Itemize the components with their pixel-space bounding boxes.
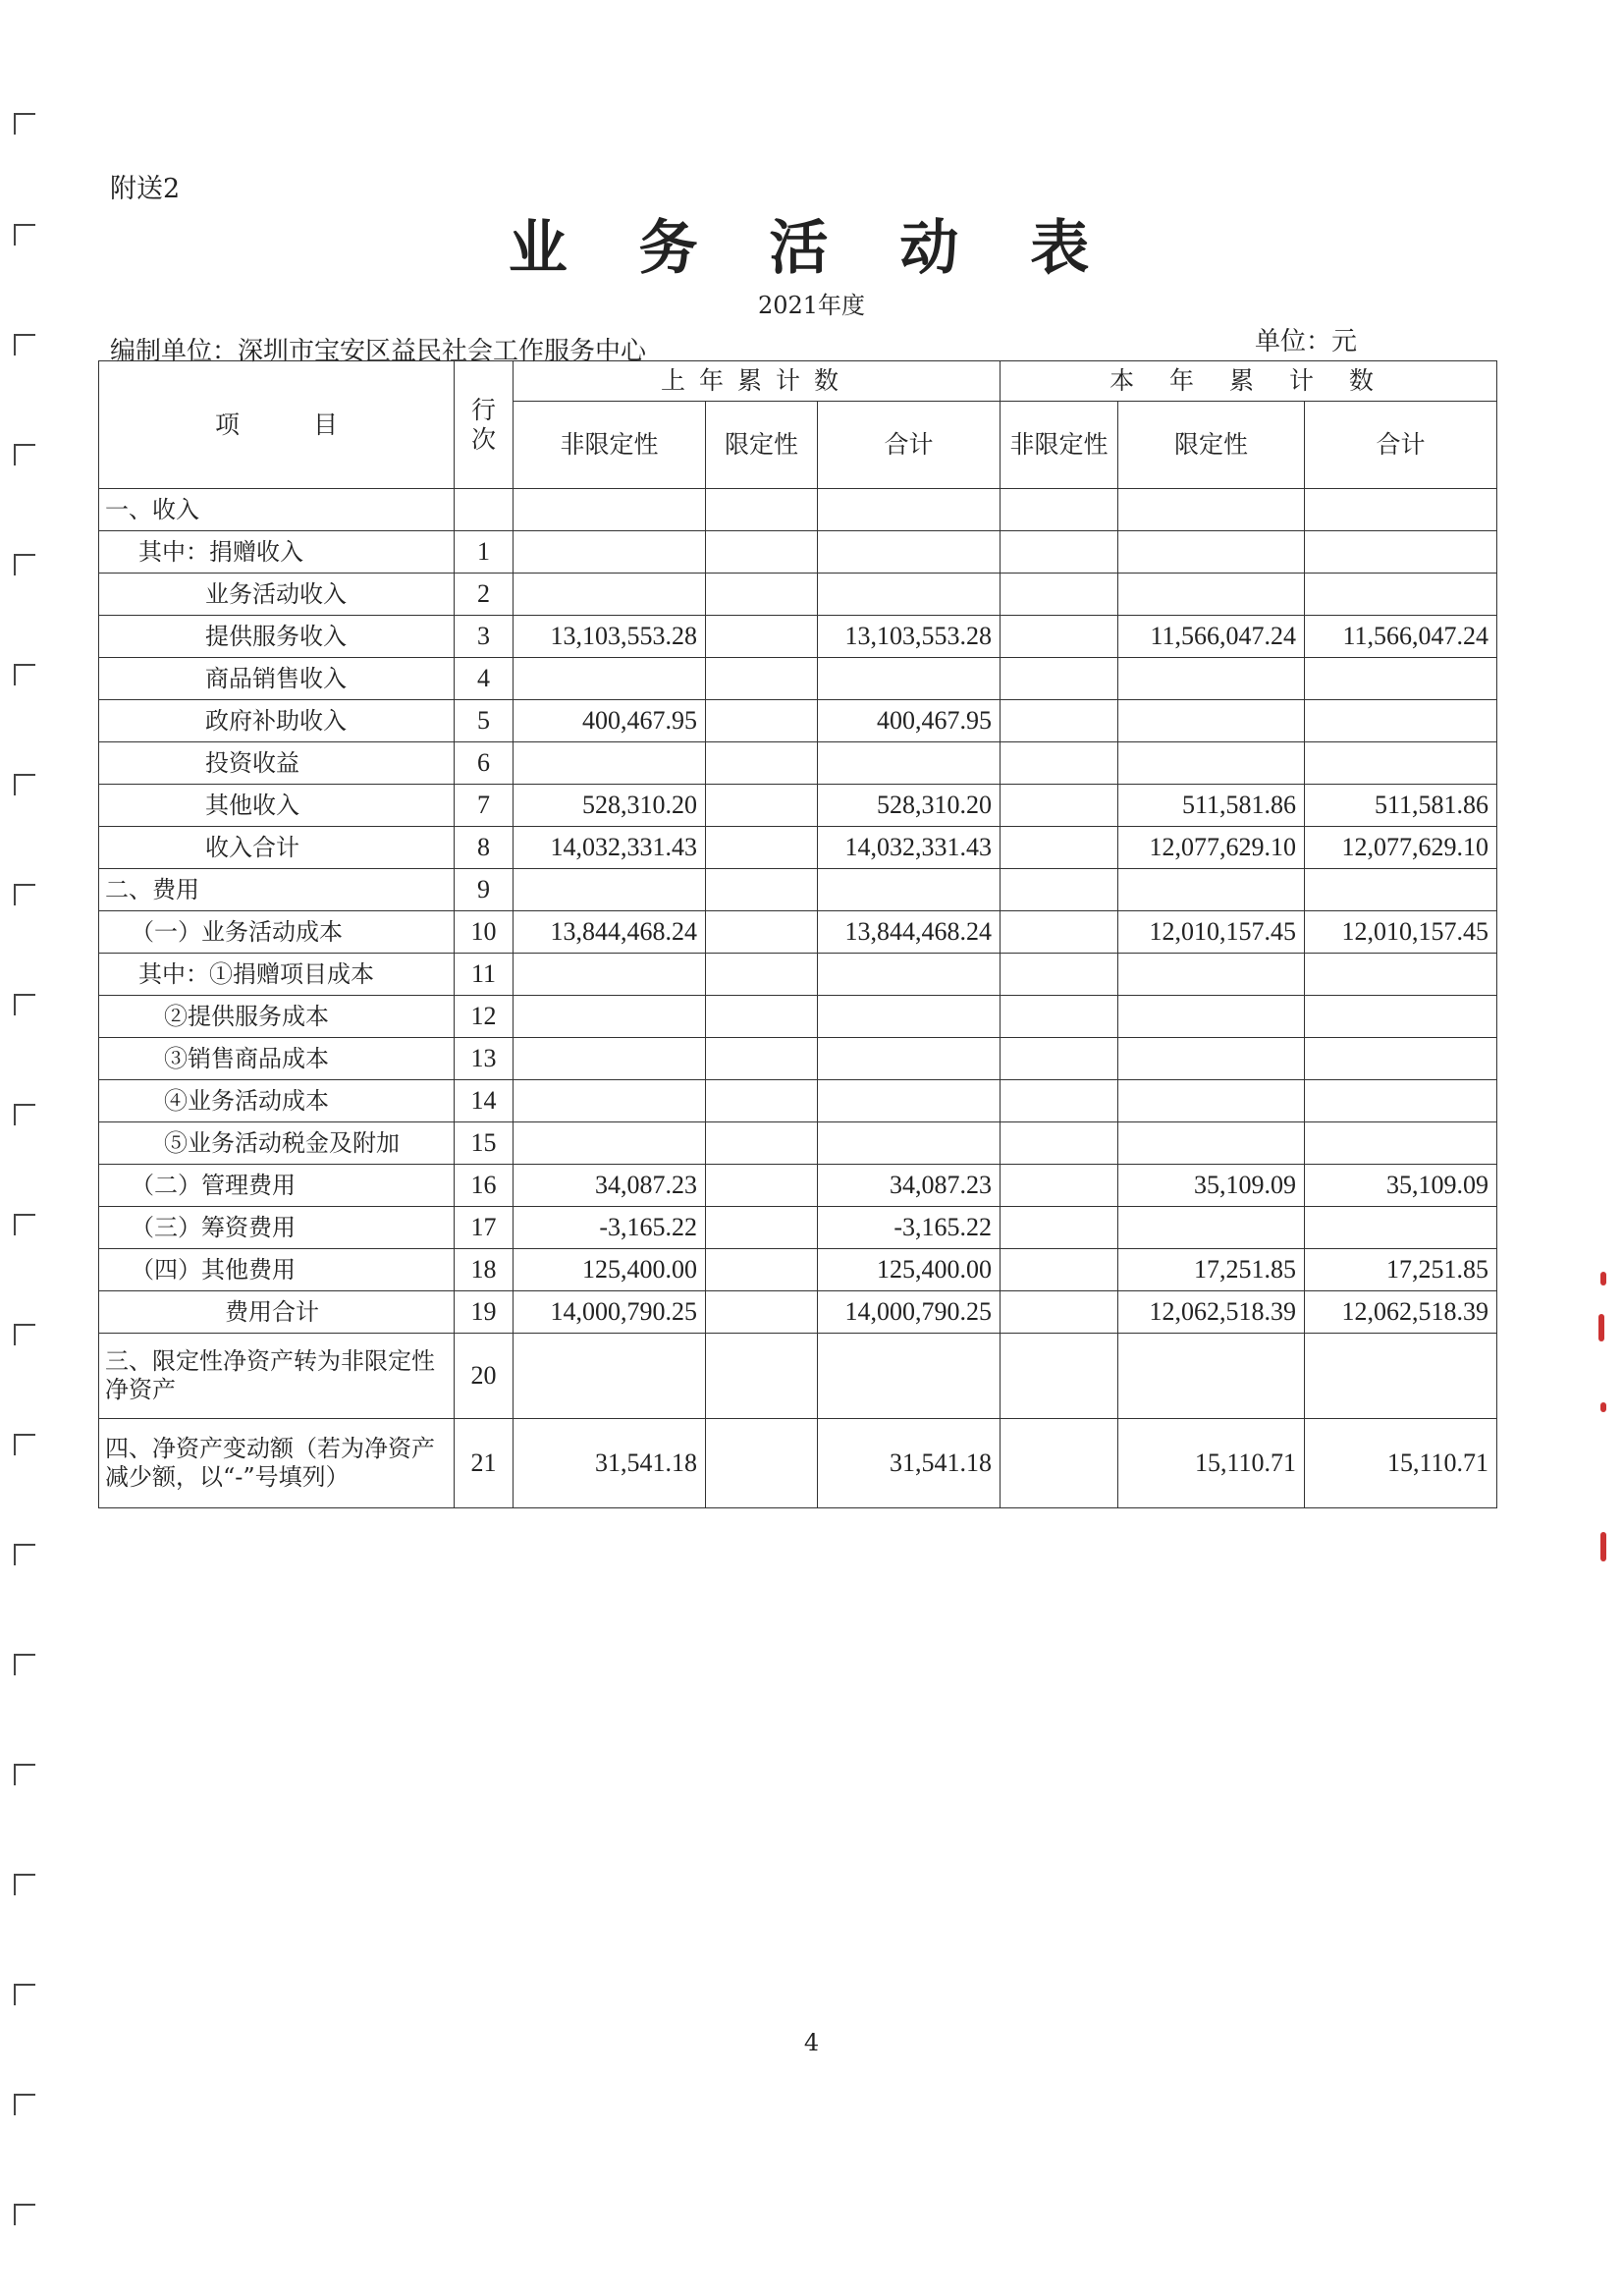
table-row bbox=[99, 1122, 1497, 1165]
row-line-number: 20 bbox=[455, 1334, 514, 1419]
curr-unrestricted-cell bbox=[1001, 742, 1118, 785]
prev-total-cell: 13,103,553.28 bbox=[818, 616, 1001, 658]
prev-unrestricted-cell bbox=[514, 954, 706, 996]
row-line-number: 16 bbox=[455, 1165, 514, 1207]
binding-mark bbox=[14, 1434, 35, 1436]
prev-restricted-cell bbox=[706, 616, 818, 658]
prev-restricted-cell bbox=[706, 1038, 818, 1080]
header-curr-unrestricted: 非限定性 bbox=[1001, 402, 1118, 489]
prev-unrestricted-cell bbox=[514, 742, 706, 785]
binding-mark bbox=[14, 664, 35, 666]
row-label: ②提供服务成本 bbox=[99, 996, 455, 1038]
binding-mark bbox=[14, 334, 35, 336]
table-row bbox=[99, 1291, 1497, 1334]
curr-unrestricted-cell bbox=[1001, 1419, 1118, 1508]
row-label: 其中：捐赠收入 bbox=[99, 531, 455, 574]
prev-restricted-cell bbox=[706, 489, 818, 531]
curr-unrestricted-cell bbox=[1001, 1165, 1118, 1207]
row-line-number: 12 bbox=[455, 996, 514, 1038]
report-year: 2021年度 bbox=[757, 292, 866, 319]
row-label: （四）其他费用 bbox=[99, 1249, 455, 1291]
row-line-number: 8 bbox=[455, 827, 514, 869]
prev-unrestricted-cell: -3,165.22 bbox=[514, 1207, 706, 1249]
curr-total-cell: 17,251.85 bbox=[1305, 1249, 1497, 1291]
prev-total-cell: 400,467.95 bbox=[818, 700, 1001, 742]
prev-unrestricted-cell: 13,103,553.28 bbox=[514, 616, 706, 658]
curr-unrestricted-cell bbox=[1001, 658, 1118, 700]
row-line-number: 1 bbox=[455, 531, 514, 574]
red-stamp-fragment bbox=[1600, 1272, 1606, 1285]
row-line-number: 9 bbox=[455, 869, 514, 911]
curr-restricted-cell: 12,077,629.10 bbox=[1118, 827, 1305, 869]
binding-mark bbox=[14, 554, 35, 556]
table-row bbox=[99, 911, 1497, 954]
prev-total-cell bbox=[818, 489, 1001, 531]
page-number: 4 bbox=[803, 2029, 820, 2056]
curr-restricted-cell bbox=[1118, 658, 1305, 700]
prev-total-cell bbox=[818, 1122, 1001, 1165]
curr-total-cell bbox=[1305, 1207, 1497, 1249]
binding-mark bbox=[14, 2204, 35, 2206]
table-row bbox=[99, 616, 1497, 658]
curr-restricted-cell bbox=[1118, 1334, 1305, 1419]
table-row bbox=[99, 1038, 1497, 1080]
prev-unrestricted-cell bbox=[514, 574, 706, 616]
prev-unrestricted-cell bbox=[514, 869, 706, 911]
row-label: 一、收入 bbox=[99, 489, 455, 531]
curr-total-cell bbox=[1305, 531, 1497, 574]
binding-mark bbox=[14, 1984, 35, 1986]
prev-restricted-cell bbox=[706, 785, 818, 827]
table-row bbox=[99, 785, 1497, 827]
prev-restricted-cell bbox=[706, 1419, 818, 1508]
binding-mark bbox=[14, 113, 35, 115]
prev-restricted-cell bbox=[706, 574, 818, 616]
curr-total-cell: 11,566,047.24 bbox=[1305, 616, 1497, 658]
curr-total-cell bbox=[1305, 489, 1497, 531]
row-line-number: 5 bbox=[455, 700, 514, 742]
curr-unrestricted-cell bbox=[1001, 1207, 1118, 1249]
prev-restricted-cell bbox=[706, 1249, 818, 1291]
table-row bbox=[99, 954, 1497, 996]
curr-total-cell bbox=[1305, 700, 1497, 742]
prev-restricted-cell bbox=[706, 827, 818, 869]
curr-restricted-cell bbox=[1118, 700, 1305, 742]
binding-mark bbox=[14, 884, 35, 886]
curr-restricted-cell bbox=[1118, 489, 1305, 531]
curr-unrestricted-cell bbox=[1001, 1080, 1118, 1122]
prev-unrestricted-cell: 400,467.95 bbox=[514, 700, 706, 742]
row-label: 费用合计 bbox=[99, 1291, 455, 1334]
table-row bbox=[99, 1419, 1497, 1508]
row-label: ④业务活动成本 bbox=[99, 1080, 455, 1122]
curr-unrestricted-cell bbox=[1001, 700, 1118, 742]
page-title: 业 务 活 动 表 bbox=[508, 214, 1115, 283]
prev-unrestricted-cell: 34,087.23 bbox=[514, 1165, 706, 1207]
row-label: 四、净资产变动额（若为净资产减少额，以“-”号填列） bbox=[99, 1419, 455, 1508]
prev-total-cell bbox=[818, 574, 1001, 616]
table-row bbox=[99, 742, 1497, 785]
prev-total-cell: 31,541.18 bbox=[818, 1419, 1001, 1508]
binding-mark bbox=[14, 1874, 35, 1876]
prev-total-cell bbox=[818, 531, 1001, 574]
prev-unrestricted-cell bbox=[514, 1038, 706, 1080]
row-label: 投资收益 bbox=[99, 742, 455, 785]
prev-total-cell: 528,310.20 bbox=[818, 785, 1001, 827]
header-item: 项 目 bbox=[99, 361, 455, 489]
row-line-number: 13 bbox=[455, 1038, 514, 1080]
business-activity-table bbox=[98, 360, 1497, 1508]
prev-total-cell: 14,000,790.25 bbox=[818, 1291, 1001, 1334]
curr-total-cell: 12,062,518.39 bbox=[1305, 1291, 1497, 1334]
curr-restricted-cell: 12,010,157.45 bbox=[1118, 911, 1305, 954]
prev-total-cell: 14,032,331.43 bbox=[818, 827, 1001, 869]
curr-restricted-cell: 12,062,518.39 bbox=[1118, 1291, 1305, 1334]
binding-mark bbox=[14, 774, 35, 776]
table-row bbox=[99, 1334, 1497, 1419]
red-stamp-fragment bbox=[1600, 1532, 1606, 1561]
curr-restricted-cell bbox=[1118, 869, 1305, 911]
binding-mark bbox=[14, 1324, 35, 1326]
row-label: 业务活动收入 bbox=[99, 574, 455, 616]
row-line-number: 17 bbox=[455, 1207, 514, 1249]
curr-total-cell: 15,110.71 bbox=[1305, 1419, 1497, 1508]
binding-edge bbox=[0, 0, 39, 2296]
row-label: ③销售商品成本 bbox=[99, 1038, 455, 1080]
currency-unit: 单位：元 bbox=[1255, 327, 1358, 356]
row-line-number: 14 bbox=[455, 1080, 514, 1122]
table-row bbox=[99, 574, 1497, 616]
curr-total-cell bbox=[1305, 574, 1497, 616]
prev-total-cell bbox=[818, 1334, 1001, 1419]
prev-unrestricted-cell: 31,541.18 bbox=[514, 1419, 706, 1508]
table-row bbox=[99, 531, 1497, 574]
prev-unrestricted-cell: 125,400.00 bbox=[514, 1249, 706, 1291]
curr-unrestricted-cell bbox=[1001, 574, 1118, 616]
prev-unrestricted-cell bbox=[514, 1080, 706, 1122]
curr-restricted-cell bbox=[1118, 1080, 1305, 1122]
prev-restricted-cell bbox=[706, 1207, 818, 1249]
row-label: 三、限定性净资产转为非限定性净资产 bbox=[99, 1334, 455, 1419]
prev-restricted-cell bbox=[706, 1080, 818, 1122]
prev-unrestricted-cell bbox=[514, 1334, 706, 1419]
curr-restricted-cell bbox=[1118, 954, 1305, 996]
curr-total-cell bbox=[1305, 869, 1497, 911]
prev-unrestricted-cell: 528,310.20 bbox=[514, 785, 706, 827]
binding-mark bbox=[14, 1214, 35, 1216]
curr-unrestricted-cell bbox=[1001, 996, 1118, 1038]
curr-total-cell bbox=[1305, 1080, 1497, 1122]
curr-restricted-cell bbox=[1118, 1038, 1305, 1080]
table-row bbox=[99, 1207, 1497, 1249]
curr-unrestricted-cell bbox=[1001, 827, 1118, 869]
curr-unrestricted-cell bbox=[1001, 954, 1118, 996]
binding-mark bbox=[14, 1104, 35, 1106]
prev-restricted-cell bbox=[706, 1165, 818, 1207]
prev-unrestricted-cell bbox=[514, 489, 706, 531]
curr-restricted-cell bbox=[1118, 1122, 1305, 1165]
curr-total-cell bbox=[1305, 954, 1497, 996]
prev-restricted-cell bbox=[706, 658, 818, 700]
prev-unrestricted-cell: 13,844,468.24 bbox=[514, 911, 706, 954]
curr-restricted-cell bbox=[1118, 742, 1305, 785]
row-line-number: 10 bbox=[455, 911, 514, 954]
prev-total-cell: 13,844,468.24 bbox=[818, 911, 1001, 954]
row-line-number: 2 bbox=[455, 574, 514, 616]
row-label: 收入合计 bbox=[99, 827, 455, 869]
row-label: 其他收入 bbox=[99, 785, 455, 827]
row-label: 其中：①捐赠项目成本 bbox=[99, 954, 455, 996]
curr-unrestricted-cell bbox=[1001, 1249, 1118, 1291]
header-prev-restricted: 限定性 bbox=[706, 402, 818, 489]
curr-total-cell bbox=[1305, 742, 1497, 785]
curr-total-cell bbox=[1305, 1334, 1497, 1419]
curr-total-cell bbox=[1305, 996, 1497, 1038]
header-curr-total: 合计 bbox=[1305, 402, 1497, 489]
curr-restricted-cell bbox=[1118, 574, 1305, 616]
table-row bbox=[99, 658, 1497, 700]
prev-total-cell bbox=[818, 996, 1001, 1038]
table-row bbox=[99, 489, 1497, 531]
header-prev-unrestricted: 非限定性 bbox=[514, 402, 706, 489]
curr-unrestricted-cell bbox=[1001, 911, 1118, 954]
prev-restricted-cell bbox=[706, 1334, 818, 1419]
row-label: 提供服务收入 bbox=[99, 616, 455, 658]
header-line: 行次 bbox=[455, 361, 514, 489]
table-row bbox=[99, 827, 1497, 869]
curr-total-cell: 35,109.09 bbox=[1305, 1165, 1497, 1207]
row-line-number: 18 bbox=[455, 1249, 514, 1291]
curr-total-cell bbox=[1305, 1038, 1497, 1080]
curr-total-cell: 12,010,157.45 bbox=[1305, 911, 1497, 954]
prev-restricted-cell bbox=[706, 742, 818, 785]
prev-unrestricted-cell bbox=[514, 1122, 706, 1165]
prev-total-cell: -3,165.22 bbox=[818, 1207, 1001, 1249]
preparing-unit: 编制单位：深圳市宝安区益民社会工作服务中心 bbox=[110, 337, 647, 366]
curr-total-cell: 511,581.86 bbox=[1305, 785, 1497, 827]
prev-unrestricted-cell: 14,032,331.43 bbox=[514, 827, 706, 869]
row-line-number bbox=[455, 489, 514, 531]
curr-unrestricted-cell bbox=[1001, 489, 1118, 531]
prev-unrestricted-cell bbox=[514, 658, 706, 700]
row-label: 二、费用 bbox=[99, 869, 455, 911]
red-stamp-fragment bbox=[1600, 1402, 1606, 1412]
table-row bbox=[99, 869, 1497, 911]
row-label: 商品销售收入 bbox=[99, 658, 455, 700]
binding-mark bbox=[14, 1764, 35, 1766]
binding-mark bbox=[14, 994, 35, 996]
binding-mark bbox=[14, 1654, 35, 1656]
binding-mark bbox=[14, 1544, 35, 1546]
header-curr-year: 本 年 累 计 数 bbox=[1001, 361, 1497, 402]
row-line-number: 7 bbox=[455, 785, 514, 827]
prev-total-cell bbox=[818, 954, 1001, 996]
prev-total-cell bbox=[818, 869, 1001, 911]
curr-restricted-cell bbox=[1118, 996, 1305, 1038]
curr-total-cell bbox=[1305, 658, 1497, 700]
prev-total-cell bbox=[818, 658, 1001, 700]
curr-restricted-cell: 35,109.09 bbox=[1118, 1165, 1305, 1207]
binding-mark bbox=[14, 2094, 35, 2096]
prev-total-cell bbox=[818, 1080, 1001, 1122]
row-line-number: 3 bbox=[455, 616, 514, 658]
prev-total-cell: 125,400.00 bbox=[818, 1249, 1001, 1291]
prev-unrestricted-cell: 14,000,790.25 bbox=[514, 1291, 706, 1334]
prev-total-cell bbox=[818, 1038, 1001, 1080]
row-line-number: 15 bbox=[455, 1122, 514, 1165]
curr-unrestricted-cell bbox=[1001, 869, 1118, 911]
row-label: （一）业务活动成本 bbox=[99, 911, 455, 954]
attachment-label: 附送2 bbox=[110, 174, 181, 204]
row-line-number: 19 bbox=[455, 1291, 514, 1334]
row-label: 政府补助收入 bbox=[99, 700, 455, 742]
prev-restricted-cell bbox=[706, 869, 818, 911]
curr-unrestricted-cell bbox=[1001, 1038, 1118, 1080]
header-curr-restricted: 限定性 bbox=[1118, 402, 1305, 489]
header-prev-year: 上年累计数 bbox=[514, 361, 1001, 402]
curr-restricted-cell bbox=[1118, 531, 1305, 574]
curr-unrestricted-cell bbox=[1001, 1122, 1118, 1165]
table-row bbox=[99, 1080, 1497, 1122]
prev-restricted-cell bbox=[706, 1291, 818, 1334]
row-label: （二）管理费用 bbox=[99, 1165, 455, 1207]
row-line-number: 21 bbox=[455, 1419, 514, 1508]
curr-unrestricted-cell bbox=[1001, 1334, 1118, 1419]
row-line-number: 6 bbox=[455, 742, 514, 785]
prev-restricted-cell bbox=[706, 1122, 818, 1165]
row-line-number: 11 bbox=[455, 954, 514, 996]
curr-unrestricted-cell bbox=[1001, 616, 1118, 658]
table-row bbox=[99, 1165, 1497, 1207]
curr-unrestricted-cell bbox=[1001, 1291, 1118, 1334]
binding-mark bbox=[14, 444, 35, 446]
prev-restricted-cell bbox=[706, 531, 818, 574]
curr-restricted-cell: 11,566,047.24 bbox=[1118, 616, 1305, 658]
red-stamp-fragment bbox=[1598, 1314, 1604, 1341]
prev-total-cell bbox=[818, 742, 1001, 785]
prev-total-cell: 34,087.23 bbox=[818, 1165, 1001, 1207]
table-row bbox=[99, 1249, 1497, 1291]
prev-unrestricted-cell bbox=[514, 996, 706, 1038]
header-prev-total: 合计 bbox=[818, 402, 1001, 489]
row-label: （三）筹资费用 bbox=[99, 1207, 455, 1249]
curr-restricted-cell bbox=[1118, 1207, 1305, 1249]
curr-unrestricted-cell bbox=[1001, 531, 1118, 574]
prev-restricted-cell bbox=[706, 954, 818, 996]
curr-total-cell bbox=[1305, 1122, 1497, 1165]
table-row bbox=[99, 700, 1497, 742]
row-line-number: 4 bbox=[455, 658, 514, 700]
prev-unrestricted-cell bbox=[514, 531, 706, 574]
curr-restricted-cell: 15,110.71 bbox=[1118, 1419, 1305, 1508]
table-row bbox=[99, 996, 1497, 1038]
curr-restricted-cell: 17,251.85 bbox=[1118, 1249, 1305, 1291]
prev-restricted-cell bbox=[706, 700, 818, 742]
curr-restricted-cell: 511,581.86 bbox=[1118, 785, 1305, 827]
curr-total-cell: 12,077,629.10 bbox=[1305, 827, 1497, 869]
curr-unrestricted-cell bbox=[1001, 785, 1118, 827]
row-label: ⑤业务活动税金及附加 bbox=[99, 1122, 455, 1165]
prev-restricted-cell bbox=[706, 911, 818, 954]
prev-restricted-cell bbox=[706, 996, 818, 1038]
